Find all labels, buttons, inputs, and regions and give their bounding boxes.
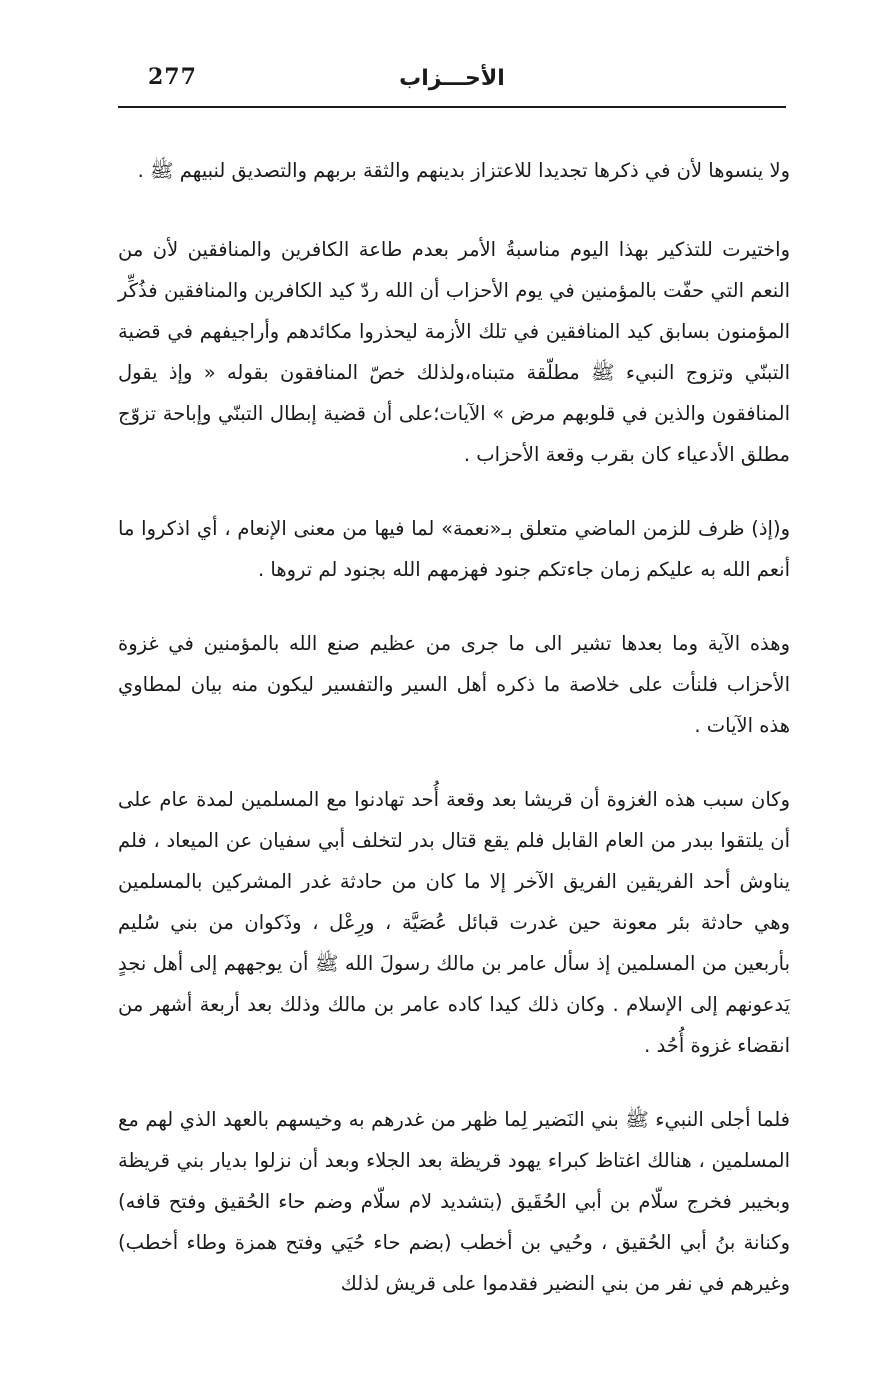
paragraph: و(إذ) ظرف للزمن الماضي متعلق بـ«نعمة» لما فيها من معنى الإنعام ، أي اذكروا ما أنعم الله به عليكم زمان جاءتكم جنود فهزمهم الله بجنود لم تروها . [118, 517, 790, 581]
paragraph: وهذه الآية وما بعدها تشير الى ما جرى من عظيم صنع الله بالمؤمنين في غزوة الأحزاب فلنأت على خلاصة ما ذكره أهل السير والتفسير ليكون منه بيان لمطاوي هذه الآيات . [118, 632, 790, 737]
paragraph: ولا ينسوها لأن في ذكرها تجديدا للاعتزاز بدينهم والثقة بربهم والتصديق لنبيهم ﷺ . [137, 159, 790, 182]
page-body [118, 150, 790, 1337]
running-title: الأحـــزاب [399, 66, 505, 91]
paragraph: وكان سبب هذه الغزوة أن قريشا بعد وقعة أُحد تهادنوا مع المسلمين لمدة عام على أن يلتقوا ببدر من العام القابل فلم يقع قتال بدر لتخلف أبي سفيان عن الميعاد ، فلم يناوش أحد الفريقين الفريق الآخر إلا ما كان من حادثة غدر المشركين بالمسلمين وهي حادثة بئر معونة حين غدرت قبائل عُصَيَّة ، ورِعْل ، وذَكوان من بني سُليم بأربعين من المسلمين إذ سأل عامر بن مالك رسولَ الله ﷺ أن يوجههم إلى أهل نجدٍ يَدعونهم إلى الإسلام . وكان ذلك كيدا كاده عامر بن مالك وذلك بعد أربعة أشهر من انقضاء غزوة أُحُد . [118, 788, 790, 1057]
paragraph: واختيرت للتذكير بهذا اليوم مناسبةُ الأمر بعدم طاعة الكافرين والمنافقين لأن من النعم التي حفّت بالمؤمنين في يوم الأحزاب أن الله ردّ كيد الكافرين والمنافقين فذُكِّر المؤمنون بسابق كيد المنافقين في تلك الأزمة ليحذروا مكائدهم وأراجيفهم في قضية التبنّي وتزوج النبيء ﷺ مطلّقة متبناه،ولذلك خصّ المنافقون بقوله « وإذ يقول المنافقون والذين في قلوبهم مرض » الآيات؛على أن قضية إبطال التبنّي وإباحة تزوّج مطلق الأدعياء كان بقرب وقعة الأحزاب . [118, 238, 790, 466]
page-number: 277 [148, 64, 197, 90]
page-header [118, 60, 786, 108]
paragraph: فلما أجلى النبيء ﷺ بني النَضير لِما ظهر من غدرهم به وخيسهم بالعهد الذي لهم مع المسلمين ، هنالك اغتاظ كبراء يهود قريظة بعد الجلاء وبعد أن نزلوا بديار بني قريظة وبخيبر فخرج سلّام بن أبي الحُقَيق (بتشديد لام سلّام وضم حاء الحُقيق وفتح قافه) وكنانة بنُ أبي الحُقيق ، وحُيي بن أخطب (بضم حاء حُيَي وفتح همزة وطاء أخطب) وغيرهم في نفر من بني النضير فقدموا على قريش لذلك [118, 1108, 790, 1295]
